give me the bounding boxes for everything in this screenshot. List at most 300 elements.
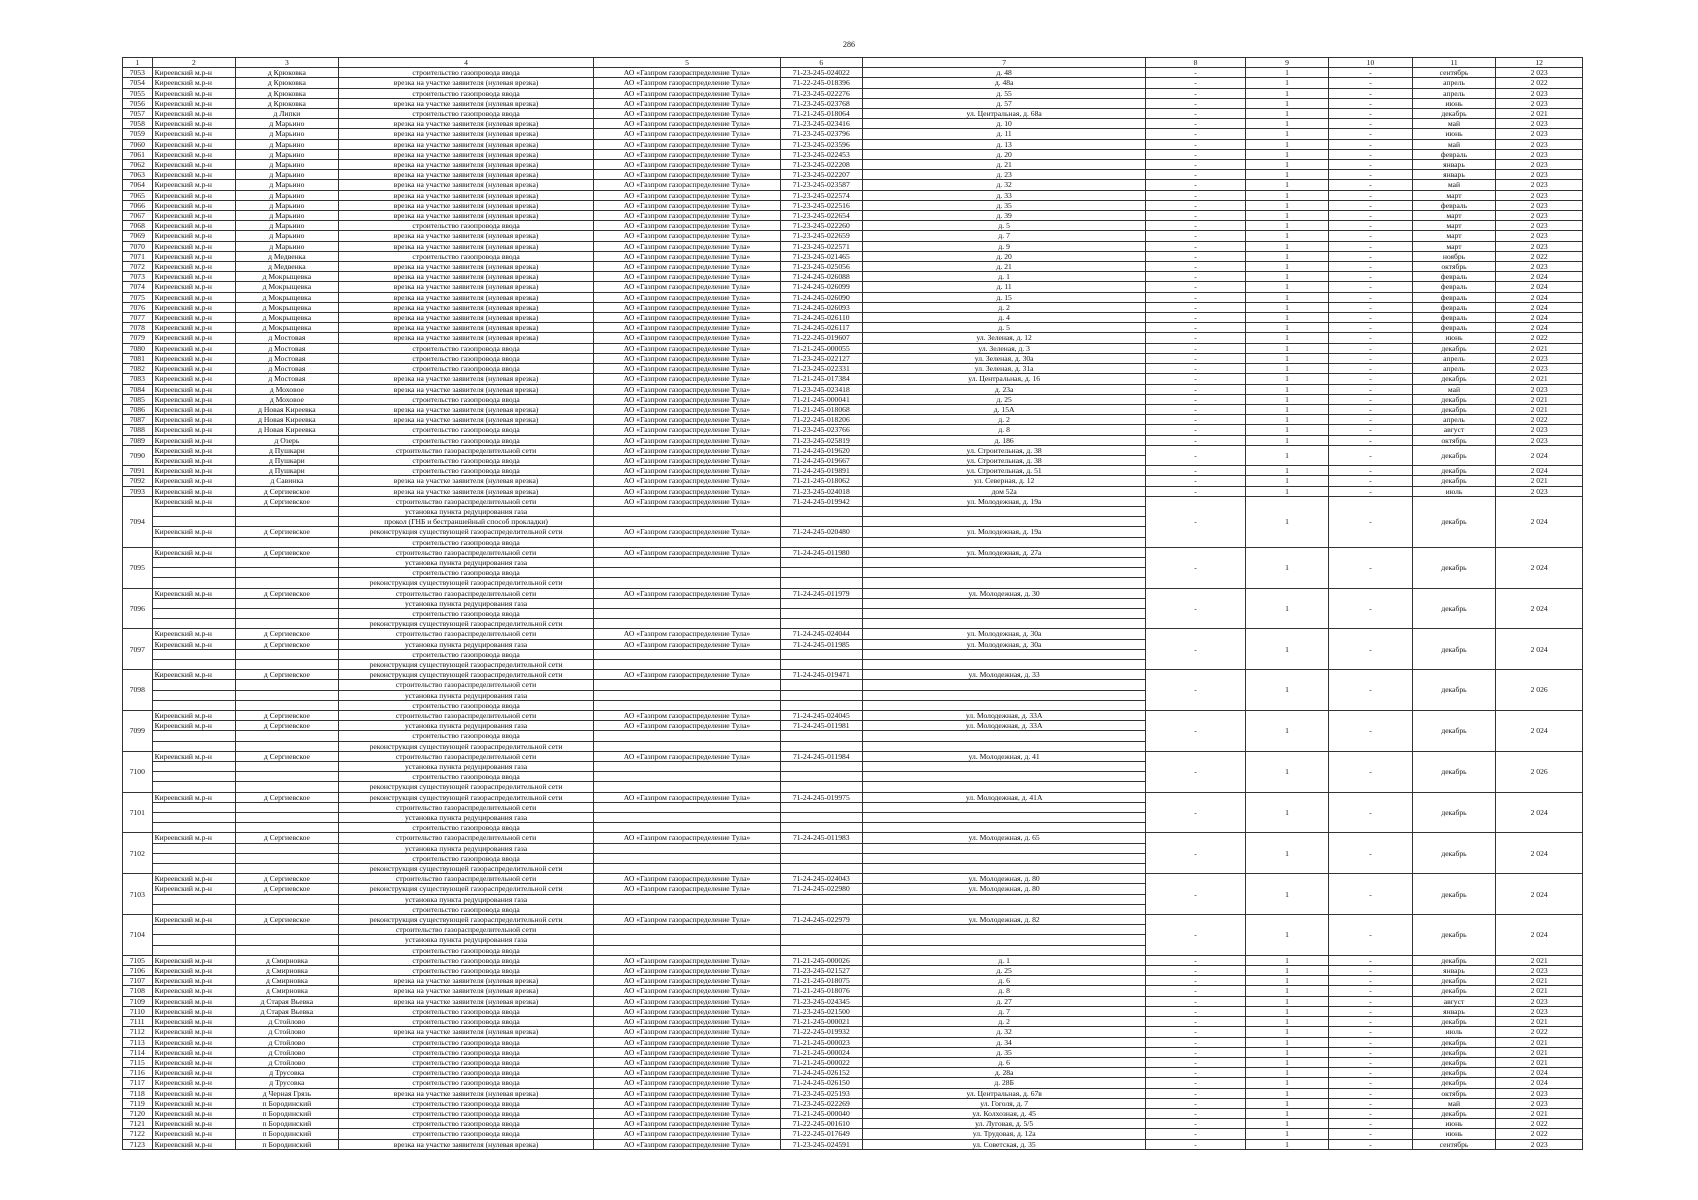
address-cell: д. 21 — [863, 160, 1146, 170]
col10-cell: - — [1329, 1017, 1413, 1027]
month-cell: декабрь — [1412, 1057, 1496, 1067]
work-type-cell: строительство газораспределительной сети — [338, 925, 594, 935]
address-cell: ул. Трудовая, д. 12а — [863, 1129, 1146, 1139]
settlement-cell — [236, 731, 339, 741]
month-cell: апрель — [1412, 88, 1496, 98]
district-cell — [152, 598, 236, 608]
row-number: 7071 — [123, 251, 153, 261]
district-cell — [152, 537, 236, 547]
table-row — [123, 333, 1583, 343]
organization-cell: АО «Газпром газораспределение Тула» — [594, 119, 780, 129]
address-cell: д. 27 — [863, 996, 1146, 1006]
col10-cell: - — [1329, 384, 1413, 394]
application-number-cell: 71-23-245-021527 — [780, 966, 862, 976]
year-cell: 2 023 — [1496, 353, 1583, 363]
month-cell: декабрь — [1412, 915, 1496, 956]
address-cell: д. 10 — [863, 119, 1146, 129]
col10-cell: - — [1329, 241, 1413, 251]
settlement-cell — [236, 802, 339, 812]
table-row — [123, 272, 1583, 282]
year-cell: 2 023 — [1496, 1139, 1583, 1149]
address-cell: д. 2 — [863, 1017, 1146, 1027]
district-cell: Киреевский м.р-н — [152, 68, 236, 78]
col8-cell: - — [1146, 323, 1245, 333]
col10-cell: - — [1329, 751, 1413, 792]
work-type-cell: строительство газопровода ввода — [338, 394, 594, 404]
organization-cell: АО «Газпром газораспределение Тула» — [594, 323, 780, 333]
address-cell — [863, 935, 1146, 945]
application-number-cell: 71-23-245-023416 — [780, 119, 862, 129]
application-number-cell: 71-23-245-023587 — [780, 180, 862, 190]
col10-cell: - — [1329, 180, 1413, 190]
organization-cell — [594, 659, 780, 669]
month-cell: январь — [1412, 170, 1496, 180]
table-row — [123, 1078, 1583, 1088]
month-cell: декабрь — [1412, 1068, 1496, 1078]
settlement-cell: д Сергиевское — [236, 629, 339, 639]
organization-cell: АО «Газпром газораспределение Тула» — [594, 200, 780, 210]
quantity-cell: 1 — [1245, 547, 1329, 588]
application-number-cell: 71-21-245-000026 — [780, 955, 862, 965]
quantity-cell: 1 — [1245, 1078, 1329, 1088]
table-row — [123, 313, 1583, 323]
application-number-cell — [780, 823, 862, 833]
month-cell: декабрь — [1412, 833, 1496, 874]
settlement-cell: д Стойлово — [236, 1017, 339, 1027]
application-number-cell: 71-24-245-011979 — [780, 588, 862, 598]
table-row — [123, 292, 1583, 302]
quantity-cell: 1 — [1245, 476, 1329, 486]
work-type-cell: врезка на участке заявителя (нулевая врезка) — [338, 282, 594, 292]
quantity-cell: 1 — [1245, 323, 1329, 333]
month-cell: октябрь — [1412, 262, 1496, 272]
settlement-cell: д Новая Киреевка — [236, 404, 339, 414]
application-number-cell: 71-21-245-000040 — [780, 1108, 862, 1118]
organization-cell: АО «Газпром газораспределение Тула» — [594, 476, 780, 486]
organization-cell — [594, 853, 780, 863]
district-cell: Киреевский м.р-н — [152, 833, 236, 843]
col8-cell: - — [1146, 180, 1245, 190]
quantity-cell: 1 — [1245, 211, 1329, 221]
row-number: 7086 — [123, 404, 153, 414]
quantity-cell: 1 — [1245, 976, 1329, 986]
column-number-11: 11 — [1412, 58, 1496, 68]
month-cell: апрель — [1412, 353, 1496, 363]
column-number-6: 6 — [780, 58, 862, 68]
work-type-cell: установка пункта редуцирования газа — [338, 639, 594, 649]
address-cell — [863, 782, 1146, 792]
year-cell: 2 024 — [1496, 547, 1583, 588]
row-number: 7056 — [123, 98, 153, 108]
settlement-cell: д Крюковка — [236, 88, 339, 98]
organization-cell: АО «Газпром газораспределение Тула» — [594, 955, 780, 965]
row-number: 7097 — [123, 629, 153, 670]
col8-cell: - — [1146, 394, 1245, 404]
application-number-cell — [780, 813, 862, 823]
col8-cell: - — [1146, 1006, 1245, 1016]
application-number-cell: 71-24-245-026110 — [780, 313, 862, 323]
quantity-cell: 1 — [1245, 1108, 1329, 1118]
address-cell: ул. Молодежная, д. 33 — [863, 670, 1146, 680]
col8-cell: - — [1146, 1037, 1245, 1047]
row-number: 7088 — [123, 425, 153, 435]
col10-cell: - — [1329, 282, 1413, 292]
col8-cell: - — [1146, 149, 1245, 159]
quantity-cell: 1 — [1245, 629, 1329, 670]
settlement-cell: д Марьино — [236, 190, 339, 200]
quantity-cell: 1 — [1245, 109, 1329, 119]
row-number: 7079 — [123, 333, 153, 343]
organization-cell — [594, 945, 780, 955]
table-row — [123, 170, 1583, 180]
col8-cell: - — [1146, 251, 1245, 261]
address-cell: ул. Зеленая, д. 31а — [863, 364, 1146, 374]
application-number-cell: 71-23-245-022654 — [780, 211, 862, 221]
work-type-cell: врезка на участке заявителя (нулевая врезка) — [338, 119, 594, 129]
data-table — [122, 57, 1583, 1150]
quantity-cell: 1 — [1245, 496, 1329, 547]
application-number-cell: 71-23-245-022127 — [780, 353, 862, 363]
col10-cell: - — [1329, 1139, 1413, 1149]
year-cell: 2 023 — [1496, 139, 1583, 149]
col10-cell: - — [1329, 98, 1413, 108]
col10-cell: - — [1329, 129, 1413, 139]
address-cell — [863, 853, 1146, 863]
column-number-12: 12 — [1496, 58, 1583, 68]
table-row — [123, 466, 1583, 476]
settlement-cell — [236, 619, 339, 629]
month-cell: декабрь — [1412, 109, 1496, 119]
quantity-cell: 1 — [1245, 1037, 1329, 1047]
work-type-cell: строительство газораспределительной сети — [338, 833, 594, 843]
quantity-cell: 1 — [1245, 1027, 1329, 1037]
year-cell: 2 024 — [1496, 466, 1583, 476]
col8-cell: - — [1146, 364, 1245, 374]
application-number-cell — [780, 782, 862, 792]
application-number-cell — [780, 649, 862, 659]
row-number: 7085 — [123, 394, 153, 404]
organization-cell: АО «Газпром газораспределение Тула» — [594, 1068, 780, 1078]
quantity-cell: 1 — [1245, 425, 1329, 435]
organization-cell: АО «Газпром газораспределение Тула» — [594, 986, 780, 996]
settlement-cell: д Марьино — [236, 139, 339, 149]
address-cell — [863, 762, 1146, 772]
address-cell: д. 35 — [863, 1047, 1146, 1057]
settlement-cell: д Новая Киреевка — [236, 415, 339, 425]
organization-cell: АО «Газпром газораспределение Тула» — [594, 1047, 780, 1057]
quantity-cell: 1 — [1245, 435, 1329, 445]
address-cell: д. 2 — [863, 302, 1146, 312]
work-type-cell: врезка на участке заявителя (нулевая врезка) — [338, 78, 594, 88]
application-number-cell: 71-21-245-000024 — [780, 1047, 862, 1057]
table-row — [123, 119, 1583, 129]
application-number-cell — [780, 945, 862, 955]
table-row — [123, 1119, 1583, 1129]
district-cell: Киреевский м.р-н — [152, 1037, 236, 1047]
organization-cell: АО «Газпром газораспределение Тула» — [594, 996, 780, 1006]
table-row — [123, 425, 1583, 435]
col8-cell: - — [1146, 313, 1245, 323]
organization-cell — [594, 925, 780, 935]
table-row — [123, 200, 1583, 210]
col10-cell: - — [1329, 670, 1413, 711]
month-cell: сентябрь — [1412, 1139, 1496, 1149]
address-cell: ул. Молодежная, д. 33А — [863, 711, 1146, 721]
year-cell: 2 023 — [1496, 1088, 1583, 1098]
row-number: 7069 — [123, 231, 153, 241]
application-number-cell — [780, 537, 862, 547]
quantity-cell: 1 — [1245, 190, 1329, 200]
district-cell — [152, 578, 236, 588]
row-number: 7083 — [123, 374, 153, 384]
month-cell: июнь — [1412, 333, 1496, 343]
district-cell: Киреевский м.р-н — [152, 496, 236, 506]
organization-cell: АО «Газпром газораспределение Тула» — [594, 180, 780, 190]
district-cell: Киреевский м.р-н — [152, 292, 236, 302]
col8-cell: - — [1146, 1017, 1245, 1027]
address-cell: д. 15 — [863, 292, 1146, 302]
work-type-cell: строительство газораспределительной сети — [338, 802, 594, 812]
year-cell: 2 024 — [1496, 323, 1583, 333]
settlement-cell — [236, 680, 339, 690]
month-cell: декабрь — [1412, 476, 1496, 486]
col8-cell: - — [1146, 384, 1245, 394]
settlement-cell: д Сергиевское — [236, 751, 339, 761]
work-type-cell: строительство газопровода ввода — [338, 904, 594, 914]
work-type-cell: врезка на участке заявителя (нулевая врезка) — [338, 404, 594, 414]
organization-cell: АО «Газпром газораспределение Тула» — [594, 751, 780, 761]
year-cell: 2 026 — [1496, 751, 1583, 792]
district-cell — [152, 864, 236, 874]
address-cell: д. 4 — [863, 313, 1146, 323]
quantity-cell: 1 — [1245, 364, 1329, 374]
organization-cell: АО «Газпром газораспределение Тула» — [594, 915, 780, 925]
year-cell: 2 024 — [1496, 496, 1583, 547]
col8-cell: - — [1146, 282, 1245, 292]
table-row — [123, 547, 1583, 557]
district-cell: Киреевский м.р-н — [152, 639, 236, 649]
table-row — [123, 486, 1583, 496]
year-cell: 2 021 — [1496, 394, 1583, 404]
settlement-cell: д Мокрыщевка — [236, 292, 339, 302]
row-number: 7081 — [123, 353, 153, 363]
district-cell — [152, 894, 236, 904]
month-cell: май — [1412, 180, 1496, 190]
application-number-cell: 71-24-245-011983 — [780, 833, 862, 843]
organization-cell: АО «Газпром газораспределение Тула» — [594, 68, 780, 78]
district-cell: Киреевский м.р-н — [152, 966, 236, 976]
row-number: 7070 — [123, 241, 153, 251]
address-cell: д. 11 — [863, 129, 1146, 139]
year-cell: 2 023 — [1496, 200, 1583, 210]
address-cell: ул. Молодежная, д. 27а — [863, 547, 1146, 557]
work-type-cell: врезка на участке заявителя (нулевая врезка) — [338, 415, 594, 425]
quantity-cell: 1 — [1245, 466, 1329, 476]
work-type-cell: строительство газопровода ввода — [338, 966, 594, 976]
settlement-cell: д Марьино — [236, 211, 339, 221]
settlement-cell — [236, 925, 339, 935]
address-cell: д. 7 — [863, 231, 1146, 241]
col8-cell: - — [1146, 200, 1245, 210]
organization-cell: АО «Газпром газораспределение Тула» — [594, 670, 780, 680]
application-number-cell: 71-23-245-022453 — [780, 149, 862, 159]
district-cell — [152, 506, 236, 516]
row-number: 7114 — [123, 1047, 153, 1057]
col8-cell: - — [1146, 211, 1245, 221]
organization-cell — [594, 537, 780, 547]
month-cell: февраль — [1412, 313, 1496, 323]
table-row — [123, 496, 1583, 506]
work-type-cell: строительство газопровода ввода — [338, 700, 594, 710]
address-cell — [863, 802, 1146, 812]
col8-cell: - — [1146, 374, 1245, 384]
application-number-cell — [780, 864, 862, 874]
year-cell: 2 022 — [1496, 78, 1583, 88]
table-row — [123, 1129, 1583, 1139]
col10-cell: - — [1329, 272, 1413, 282]
address-cell — [863, 568, 1146, 578]
work-type-cell: строительство газораспределительной сети — [338, 751, 594, 761]
year-cell: 2 023 — [1496, 211, 1583, 221]
organization-cell: АО «Газпром газораспределение Тула» — [594, 394, 780, 404]
work-type-cell: строительство газопровода ввода — [338, 1057, 594, 1067]
address-cell: д. 32 — [863, 180, 1146, 190]
address-cell: д. 25 — [863, 966, 1146, 976]
address-cell — [863, 772, 1146, 782]
month-cell: февраль — [1412, 282, 1496, 292]
district-cell: Киреевский м.р-н — [152, 527, 236, 537]
month-cell: декабрь — [1412, 792, 1496, 833]
organization-cell — [594, 568, 780, 578]
district-cell: Киреевский м.р-н — [152, 343, 236, 353]
application-number-cell — [780, 690, 862, 700]
row-number: 7110 — [123, 1006, 153, 1016]
col8-cell: - — [1146, 170, 1245, 180]
col8-cell: - — [1146, 445, 1245, 465]
table-row — [123, 302, 1583, 312]
col10-cell: - — [1329, 547, 1413, 588]
col8-cell: - — [1146, 78, 1245, 88]
table-row — [123, 343, 1583, 353]
organization-cell: АО «Газпром газораспределение Тула» — [594, 160, 780, 170]
address-cell: ул. Гоголя, д. 7 — [863, 1098, 1146, 1108]
row-number: 7116 — [123, 1068, 153, 1078]
application-number-cell — [780, 557, 862, 567]
organization-cell — [594, 680, 780, 690]
year-cell: 2 022 — [1496, 251, 1583, 261]
quantity-cell: 1 — [1245, 88, 1329, 98]
quantity-cell: 1 — [1245, 139, 1329, 149]
quantity-cell: 1 — [1245, 833, 1329, 874]
month-cell: март — [1412, 241, 1496, 251]
year-cell: 2 021 — [1496, 1037, 1583, 1047]
application-number-cell: 71-23-245-025193 — [780, 1088, 862, 1098]
organization-cell: АО «Газпром газораспределение Тула» — [594, 262, 780, 272]
district-cell: Киреевский м.р-н — [152, 353, 236, 363]
row-number: 7082 — [123, 364, 153, 374]
col10-cell: - — [1329, 262, 1413, 272]
col10-cell: - — [1329, 374, 1413, 384]
table-row — [123, 139, 1583, 149]
address-cell: ул. Молодежная, д. 41А — [863, 792, 1146, 802]
settlement-cell — [236, 741, 339, 751]
settlement-cell: д Мостовая — [236, 374, 339, 384]
district-cell: Киреевский м.р-н — [152, 874, 236, 884]
row-number: 7077 — [123, 313, 153, 323]
row-number: 7099 — [123, 711, 153, 752]
organization-cell — [594, 813, 780, 823]
work-type-cell: установка пункта редуцирования газа — [338, 813, 594, 823]
year-cell: 2 023 — [1496, 190, 1583, 200]
district-cell: Киреевский м.р-н — [152, 221, 236, 231]
district-cell: Киреевский м.р-н — [152, 364, 236, 374]
work-type-cell: реконструкция существующей газораспределительной сети — [338, 741, 594, 751]
col8-cell: - — [1146, 353, 1245, 363]
month-cell: февраль — [1412, 149, 1496, 159]
organization-cell: АО «Газпром газораспределение Тула» — [594, 404, 780, 414]
work-type-cell: строительство газопровода ввода — [338, 731, 594, 741]
col8-cell: - — [1146, 109, 1245, 119]
organization-cell — [594, 864, 780, 874]
work-type-cell: строительство газопровода ввода — [338, 853, 594, 863]
address-cell: д. 9 — [863, 241, 1146, 251]
application-number-cell: 71-23-245-024591 — [780, 1139, 862, 1149]
year-cell: 2 026 — [1496, 670, 1583, 711]
work-type-cell: врезка на участке заявителя (нулевая врезка) — [338, 200, 594, 210]
address-cell: д. 8 — [863, 986, 1146, 996]
table-row — [123, 88, 1583, 98]
application-number-cell: 71-23-245-022516 — [780, 200, 862, 210]
district-cell: Киреевский м.р-н — [152, 955, 236, 965]
row-number: 7089 — [123, 435, 153, 445]
address-cell: д. 1 — [863, 955, 1146, 965]
address-cell: ул. Центральная, д. 67в — [863, 1088, 1146, 1098]
col10-cell: - — [1329, 292, 1413, 302]
quantity-cell: 1 — [1245, 68, 1329, 78]
application-number-cell — [780, 578, 862, 588]
col10-cell: - — [1329, 323, 1413, 333]
work-type-cell: врезка на участке заявителя (нулевая врезка) — [338, 976, 594, 986]
address-cell — [863, 659, 1146, 669]
organization-cell — [594, 619, 780, 629]
row-number: 7074 — [123, 282, 153, 292]
district-cell: Киреевский м.р-н — [152, 1108, 236, 1118]
organization-cell: АО «Газпром газораспределение Тула» — [594, 190, 780, 200]
row-number: 7076 — [123, 302, 153, 312]
application-number-cell: 71-24-245-022979 — [780, 915, 862, 925]
work-type-cell: строительство газопровода ввода — [338, 1098, 594, 1108]
table-row — [123, 211, 1583, 221]
quantity-cell: 1 — [1245, 1139, 1329, 1149]
quantity-cell: 1 — [1245, 1006, 1329, 1016]
application-number-cell: 71-22-245-019932 — [780, 1027, 862, 1037]
quantity-cell: 1 — [1245, 670, 1329, 711]
application-number-cell: 71-21-245-000055 — [780, 343, 862, 353]
row-number: 7096 — [123, 588, 153, 629]
year-cell: 2 023 — [1496, 231, 1583, 241]
application-number-cell: 71-23-245-023796 — [780, 129, 862, 139]
settlement-cell: д Мокрыщевка — [236, 282, 339, 292]
settlement-cell: д Смирновка — [236, 976, 339, 986]
address-cell: д. 32 — [863, 1027, 1146, 1037]
row-number: 7123 — [123, 1139, 153, 1149]
month-cell: октябрь — [1412, 435, 1496, 445]
table-row — [123, 751, 1583, 761]
work-type-cell: установка пункта редуцирования газа — [338, 690, 594, 700]
district-cell: Киреевский м.р-н — [152, 139, 236, 149]
organization-cell: АО «Газпром газораспределение Тула» — [594, 496, 780, 506]
column-number-10: 10 — [1329, 58, 1413, 68]
